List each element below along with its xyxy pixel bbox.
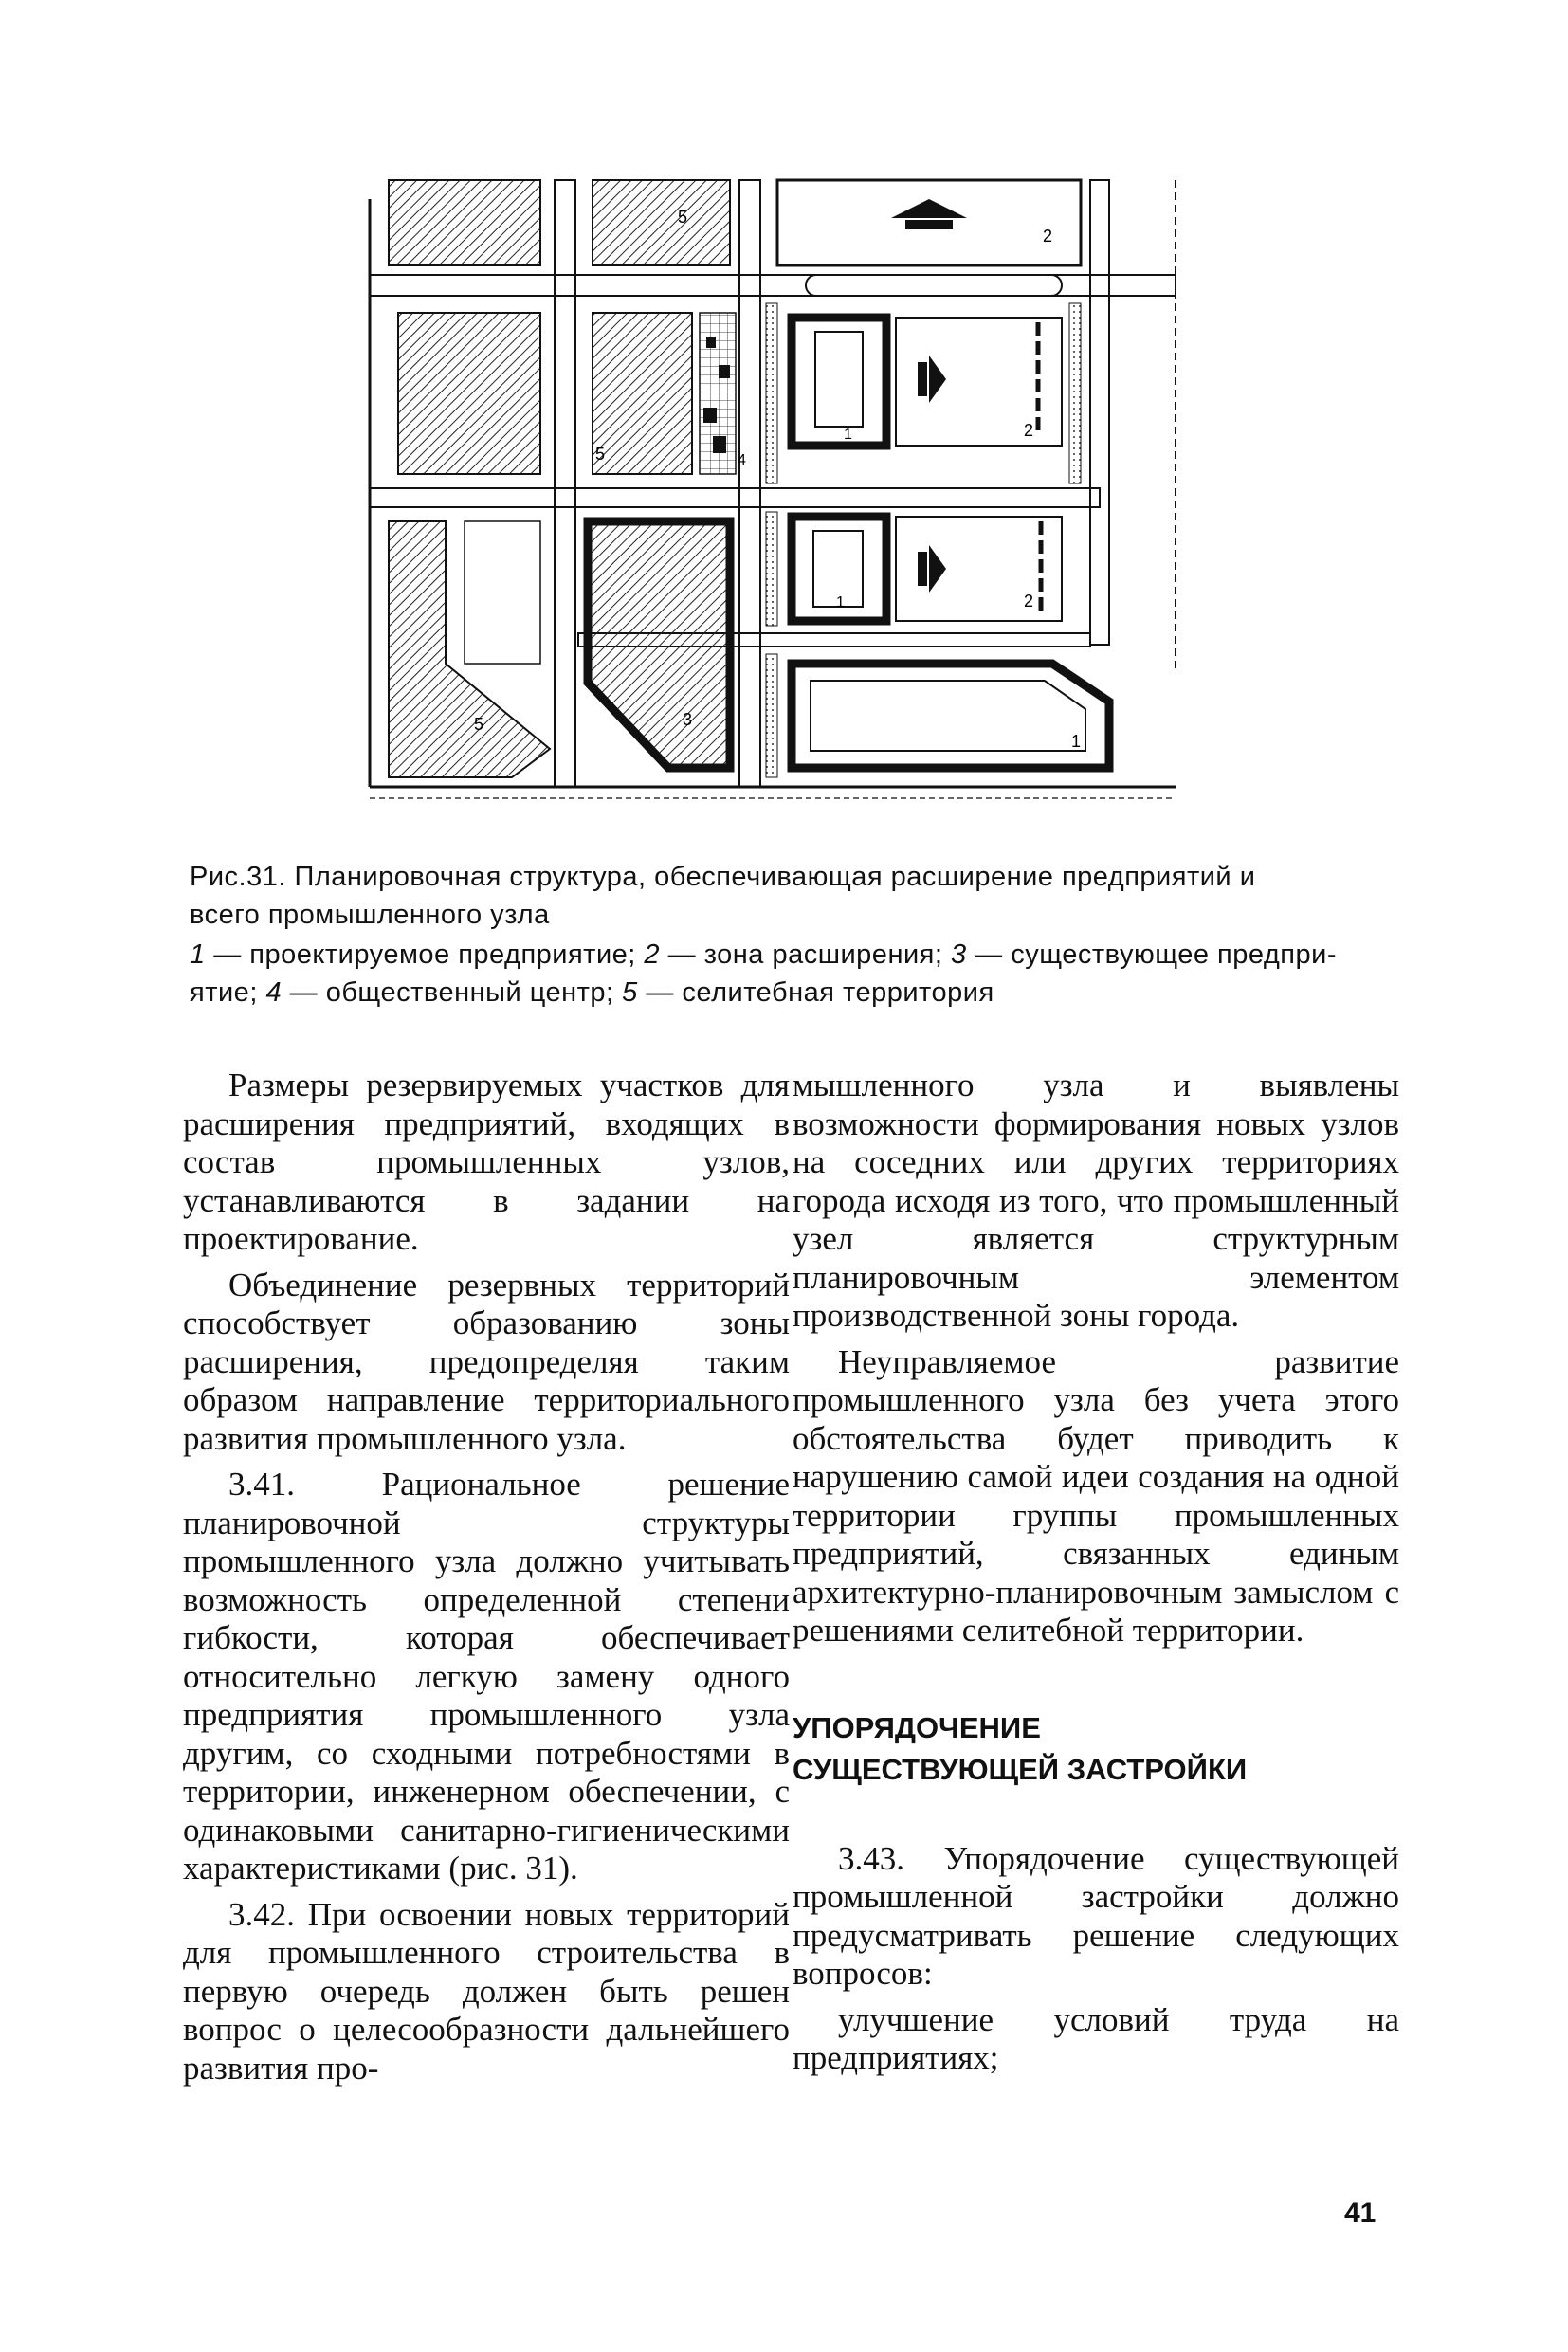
caption-title-line2: всего промышленного узла — [190, 900, 550, 930]
label-row1-1: 1 — [844, 427, 852, 443]
paragraph: 3.43. Упорядочение существующей промышленной застройки должно предусматривать решение следующих вопросов: — [793, 1839, 1399, 1992]
caption-title-line1: Рис.31. Планировочная структура, обеспечивающая расширение предприятий и — [190, 862, 1256, 892]
left-column — [183, 1067, 790, 2095]
label-bottom-5: 5 — [474, 715, 484, 734]
label-bottom-3: 3 — [683, 710, 693, 729]
figure-caption — [190, 858, 1413, 1012]
paragraph: Размеры резервируемых участков для расширения предприятий, входящих в состав промышленных узлов, устанавливаются в задании на проектирование. — [183, 1067, 790, 1257]
label-bottom-1: 1 — [1071, 732, 1082, 751]
caption-legend-line1: 1 — проектируемое предприятие; 2 — зона расширения; 3 — существующее предпри- — [190, 939, 1337, 970]
label-top-2: 2 — [1043, 227, 1053, 246]
page-number: 41 — [1344, 2197, 1377, 2229]
site-plan-figure — [360, 161, 1194, 825]
site-plan-diagram — [360, 161, 1194, 825]
paragraph: Объединение резервных территорий способствует образованию зоны расширения, предопределяя таким образом направление территориального развития промышленного узла. — [183, 1266, 790, 1457]
up-arrow-icon — [891, 199, 967, 218]
section-heading: УПОРЯДОЧЕНИЕ СУЩЕСТВУЮЩЕЙ ЗАСТРОЙКИ — [793, 1710, 1248, 1786]
paragraph-continuation: мышленного узла и выявлены возможности формирования новых узлов на соседних или других территориях города исходя из того, что промышленный узел является структурным планировочным элементом производственной зоны города. — [793, 1067, 1399, 1334]
paragraph: 3.42. При освоении новых территорий для промышленного строительства в первую очередь должен быть решен вопрос о целесообразности дальнейшего развития про- — [183, 1895, 790, 2087]
label-row2-1: 1 — [836, 594, 845, 611]
right-column — [793, 1067, 1399, 2086]
label-row2-2: 2 — [1024, 592, 1034, 611]
paragraph: Неуправляемое развитие промышленного узла без учета этого обстоятельства будет приводить к нарушению самой идеи создания на одной территории группы промышленных предприятий, связанных единым архитектурно-планировочным замыслом с решениями селитебной территории. — [793, 1342, 1399, 1649]
paragraph: 3.41. Рациональное решение планировочной структуры промышленного узла должно учитывать возможность определенной степени гибкости, которая обеспечивает относительно легкую замену одного предприятия промышленного узла другим, со сходными потребностями в территории, инженерном обеспечении, с одинаковыми санитарно-гигиеническими характеристиками (рис. 31). — [183, 1466, 790, 1887]
paragraph: улучшение условий труда на предприятиях; — [793, 2000, 1399, 2076]
label-row1-2: 2 — [1024, 421, 1034, 440]
label-mid-5: 5 — [595, 445, 606, 464]
caption-legend-line2: ятие; 4 — общественный центр; 5 — селитебная территория — [190, 977, 994, 1008]
label-top-5: 5 — [678, 208, 688, 227]
label-mid-4: 4 — [738, 452, 746, 468]
